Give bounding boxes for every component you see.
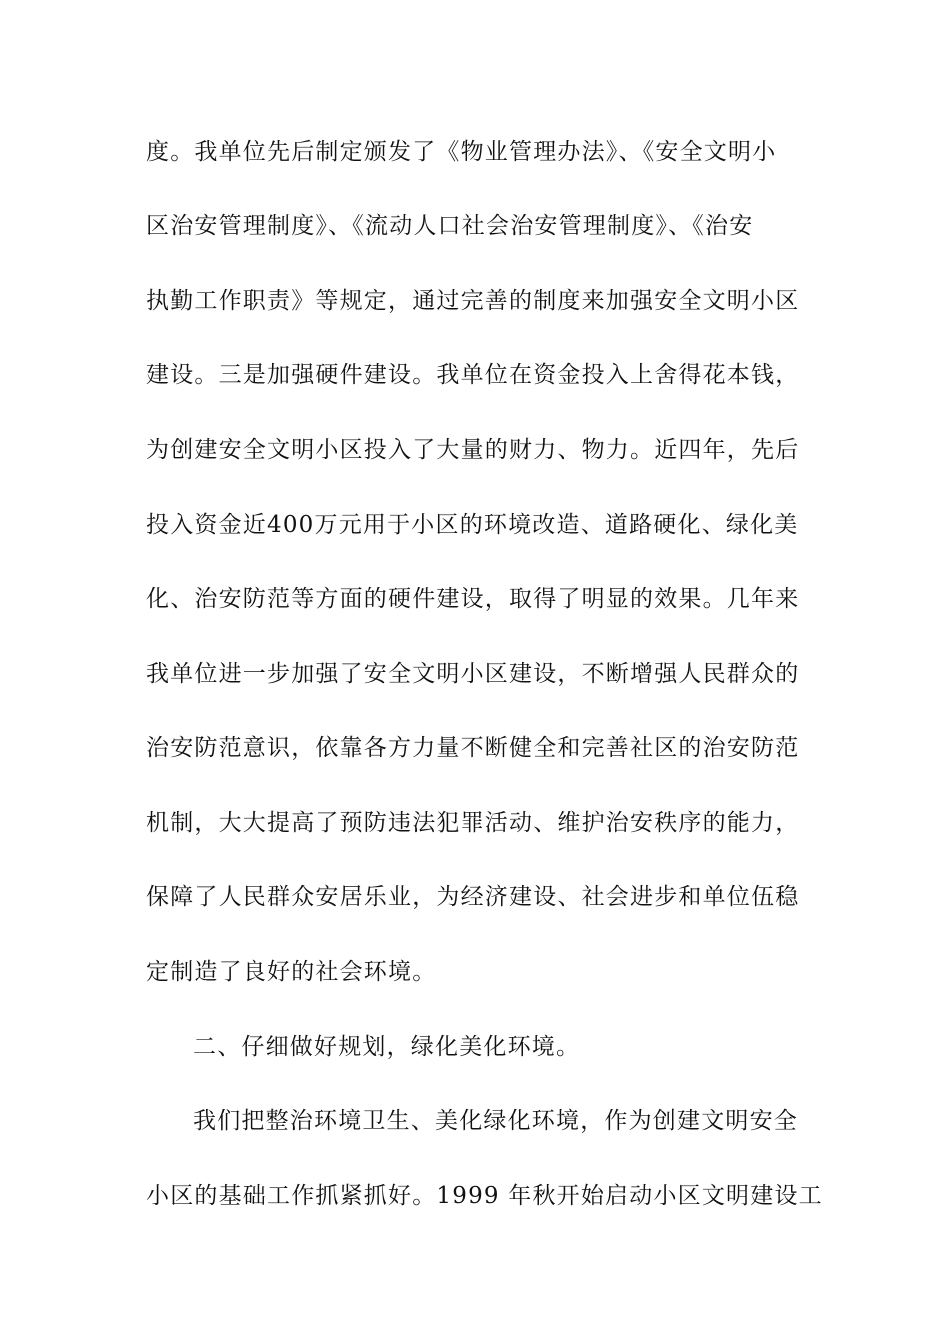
text-line: 建设。三是加强硬件建设。我单位在资金投入上舍得花本钱， [146,362,800,388]
text-line: 化、治安防范等方面的硬件建设，取得了明显的效果。几年来 [146,586,800,612]
text-line: 执勤工作职责》等规定，通过完善的制度来加强安全文明小区 [146,288,800,314]
text-line: 度。我单位先后制定颁发了《物业管理办法》、《安全文明小 [146,139,777,165]
text-line: 我们把整治环境卫生、美化绿化环境，作为创建文明安全 [193,1108,798,1134]
text-line: 小区的基础工作抓紧抓好。1999 年秋开始启动小区文明建设工 [146,1183,823,1209]
text-line: 治安防范意识，依靠各方力量不断健全和完善社区的治安防范 [146,735,800,761]
text-line: 区治安管理制度》、《流动人口社会治安管理制度》、《治安 [146,213,754,239]
text-line: 保障了人民群众安居乐业，为经济建设、社会进步和单位伍稳 [146,884,800,910]
text-line: 为创建安全文明小区投入了大量的财力、物力。近四年，先后 [146,437,800,463]
text-line: 我单位进一步加强了安全文明小区建设，不断增强人民群众的 [146,661,800,687]
text-line: 投入资金近400万元用于小区的环境改造、道路硬化、绿化美 [146,512,799,538]
text-line: 定制造了良好的社会环境。 [146,959,437,985]
text-line: 机制，大大提高了预防违法犯罪活动、维护治安秩序的能力， [146,810,800,836]
section-heading: 二、仔细做好规划，绿化美化环境。 [193,1034,581,1060]
